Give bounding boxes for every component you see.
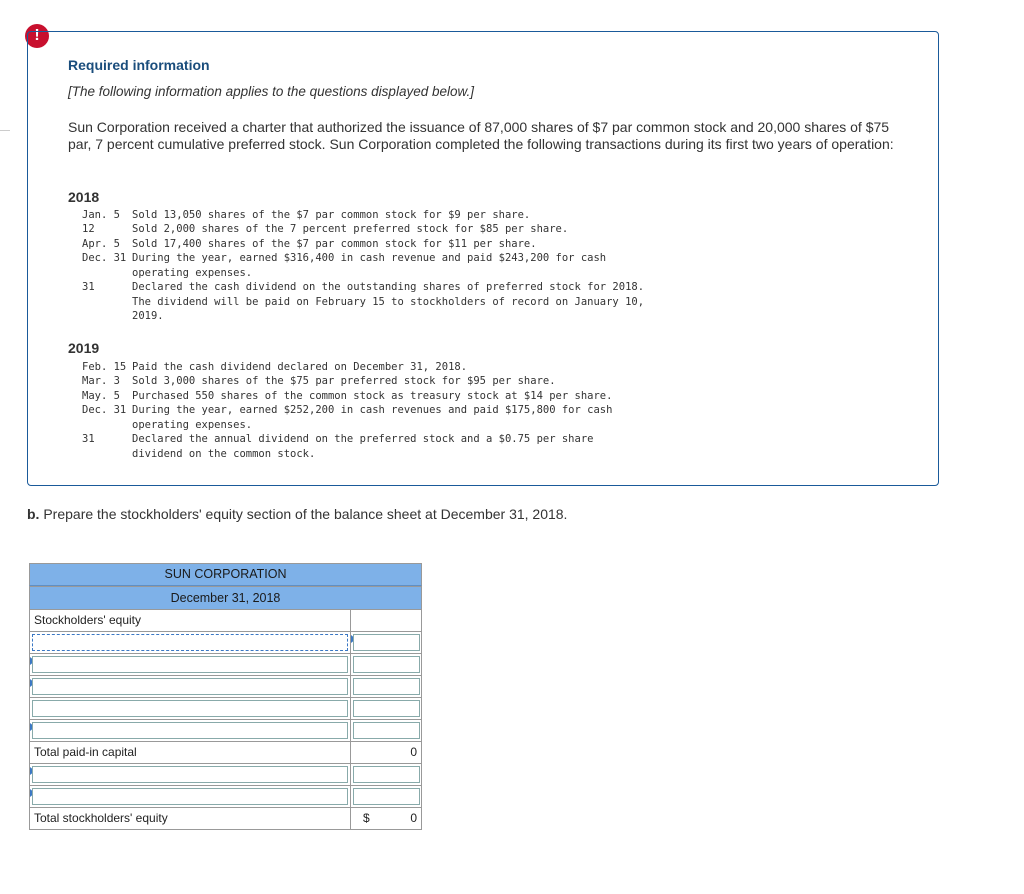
amount-input[interactable] xyxy=(353,634,420,651)
amount-cell xyxy=(351,742,422,763)
amount-input[interactable] xyxy=(353,700,420,717)
amount-cell xyxy=(351,808,422,829)
total-paid-in-label: Total paid-in capital xyxy=(34,745,137,759)
label-cell xyxy=(30,764,351,785)
label-cell xyxy=(30,676,351,697)
question-label: b. xyxy=(27,506,40,522)
total-stockholders-equity-row xyxy=(29,807,422,830)
company-name: SUN CORPORATION xyxy=(29,563,422,586)
amount-cell xyxy=(351,676,422,697)
account-dropdown[interactable] xyxy=(32,634,348,651)
tx-date: 31 xyxy=(82,433,95,445)
label-cell xyxy=(30,610,351,631)
amount-input[interactable] xyxy=(353,722,420,739)
entry-row-2 xyxy=(29,653,422,675)
section-label: Stockholders' equity xyxy=(34,613,142,627)
tx-text: Declared the annual dividend on the preferred stock and a $0.75 per share dividend on the common stock. xyxy=(132,433,594,460)
question-text: Prepare the stockholders' equity section of the balance sheet at December 31, 2018. xyxy=(43,506,568,522)
tx-date: Apr. 5 xyxy=(82,238,120,250)
stockholders-equity-worksheet xyxy=(29,563,422,830)
label-cell xyxy=(30,786,351,807)
entry-row-7 xyxy=(29,785,422,807)
section-header-row xyxy=(29,609,422,631)
tx-date: Jan. 5 xyxy=(82,209,120,221)
tx-text: Paid the cash dividend declared on December 31, 2018. xyxy=(132,361,468,373)
label-cell xyxy=(30,720,351,741)
currency-symbol: $ xyxy=(363,811,370,825)
entry-row-3 xyxy=(29,675,422,697)
question-b xyxy=(27,506,567,522)
account-dropdown[interactable] xyxy=(32,722,348,739)
account-dropdown[interactable] xyxy=(32,700,348,717)
amount-cell xyxy=(351,720,422,741)
tx-date: 12 xyxy=(82,223,95,235)
tx-text: Declared the cash dividend on the outstanding shares of preferred stock for 2018. The dividend will be paid on February 15 to stockholders of record on January 10, 2019. xyxy=(132,281,645,322)
entry-row-6 xyxy=(29,763,422,785)
tx-date: Mar. 3 xyxy=(82,375,120,387)
alert-icon: ! xyxy=(25,24,49,48)
tx-text: During the year, earned $252,200 in cash revenues and paid $175,800 for cash operating expenses. xyxy=(132,404,613,431)
label-cell xyxy=(30,698,351,719)
entry-row-1 xyxy=(29,631,422,653)
label-cell xyxy=(30,742,351,763)
amount-cell xyxy=(351,698,422,719)
amount-input[interactable] xyxy=(353,766,420,783)
left-divider xyxy=(0,130,10,131)
tx-text: Sold 13,050 shares of the $7 par common stock for $9 per share. xyxy=(132,209,531,221)
entry-row-4 xyxy=(29,697,422,719)
year-heading-2019: 2019 xyxy=(68,340,100,356)
total-equity-label: Total stockholders' equity xyxy=(34,811,168,825)
label-cell xyxy=(30,808,351,829)
tx-text: Sold 3,000 shares of the $75 par preferred stock for $95 per share. xyxy=(132,375,556,387)
total-paid-in-value: 0 xyxy=(410,745,417,759)
total-equity-value: 0 xyxy=(410,811,417,825)
tx-text: Purchased 550 shares of the common stock as treasury stock at $14 per share. xyxy=(132,390,613,402)
entry-row-5 xyxy=(29,719,422,741)
tx-text: Sold 2,000 shares of the 7 percent preferred stock for $85 per share. xyxy=(132,223,569,235)
tx-date: Dec. 31 xyxy=(82,252,127,264)
tx-date: Dec. 31 xyxy=(82,404,127,416)
required-info-title: Required information xyxy=(68,57,210,73)
tx-text: Sold 17,400 shares of the $7 par common stock for $11 per share. xyxy=(132,238,537,250)
account-dropdown[interactable] xyxy=(32,766,348,783)
label-cell xyxy=(30,654,351,675)
tx-date: May. 5 xyxy=(82,390,120,402)
amount-input[interactable] xyxy=(353,656,420,673)
amount-input[interactable] xyxy=(353,678,420,695)
account-dropdown[interactable] xyxy=(32,656,348,673)
total-paid-in-capital-row xyxy=(29,741,422,763)
tx-date: 31 xyxy=(82,281,95,293)
amount-cell xyxy=(351,764,422,785)
required-info-subtitle: [The following information applies to the questions displayed below.] xyxy=(68,84,474,99)
label-cell xyxy=(30,632,351,653)
account-dropdown[interactable] xyxy=(32,678,348,695)
tx-text: During the year, earned $316,400 in cash revenue and paid $243,200 for cash operating expenses. xyxy=(132,252,607,279)
year-heading-2018: 2018 xyxy=(68,189,100,205)
tx-date: Feb. 15 xyxy=(82,361,127,373)
amount-cell xyxy=(351,610,422,631)
account-dropdown[interactable] xyxy=(32,788,348,805)
problem-intro: Sun Corporation received a charter that authorized the issuance of 87,000 shares of $7 par common stock and 20,000 shares of $75 par, 7 percent cumulative preferred stock. Sun Corporation completed the following transactions during its first two years of operation: xyxy=(68,119,894,152)
amount-cell xyxy=(351,654,422,675)
statement-date: December 31, 2018 xyxy=(29,586,422,609)
amount-cell xyxy=(351,786,422,807)
amount-cell xyxy=(351,632,422,653)
amount-input[interactable] xyxy=(353,788,420,805)
